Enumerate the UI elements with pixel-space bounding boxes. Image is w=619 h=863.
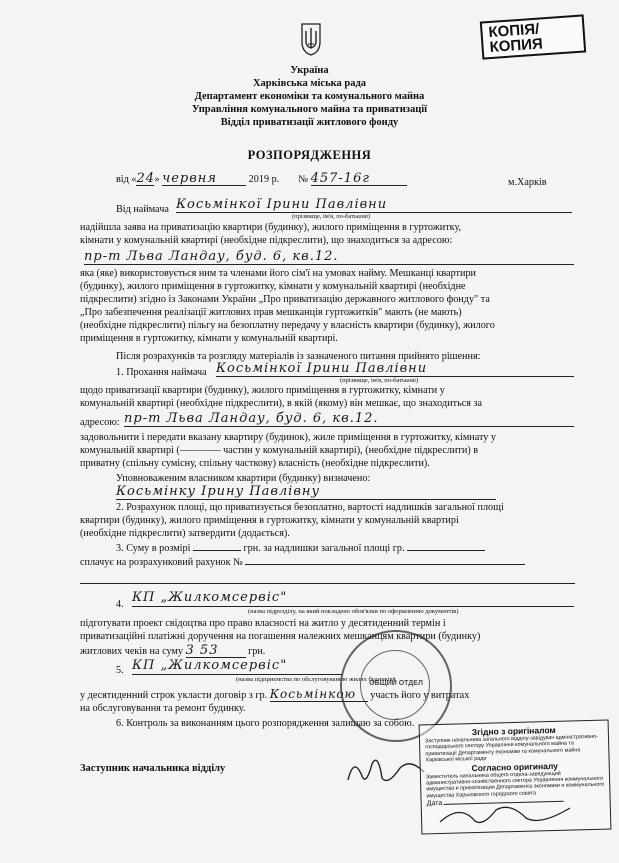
item2-line: квартири (будинку), жилого приміщення в гуртожитку, кімнати у комунальній квартирі <box>80 515 459 526</box>
item4-sum: 3 53 <box>186 644 246 658</box>
certify-body-ua: Заступник начальника загального відділу-завідувач адміністративно-господарського сектору Управління комунального майна та приватизації Департаменту економіки та комунального майна Харківської міської ради <box>424 733 599 764</box>
item3-account-label: сплачує на розрахунковий рахунок № <box>80 557 243 568</box>
document-title: РОЗПОРЯДЖЕННЯ <box>247 148 372 162</box>
trident-emblem <box>299 22 323 56</box>
item4-hint: (назва підрозділу, на який покладено обов'язки по оформленню документів) <box>248 608 459 615</box>
item4-body <box>80 617 575 643</box>
certify-body-ru: Заместитель начальника общего отдела-заведующий административно-хозяйственного сектора Управления коммунального имущества и приватизации Департамента экономики и коммунального имущества Харьковского городского совета <box>425 770 605 800</box>
para2-line: яка (яке) використовується ним та членами його сім'ї на умовах найму. Мешканці квартири <box>80 268 476 279</box>
item1-address: пр-т Льва Ландау, буд. 6, кв.12. <box>124 411 574 427</box>
item1-line: комунальній квартирі (———— частин у комунальній квартирі), (необхідне підкреслити) в <box>80 445 479 456</box>
item5-text2: участь його у витратах <box>370 690 470 701</box>
item5-line2: на обслуговування та ремонт будинку. <box>80 703 246 714</box>
date-no-label: № <box>298 174 309 185</box>
date-mid: » <box>154 174 160 185</box>
date-prefix: від « <box>116 174 137 185</box>
item1-name: Косьмінкої Ірини Павлівни <box>216 361 574 377</box>
item2 <box>80 501 575 540</box>
date-month: червня <box>162 172 246 186</box>
item4-sum-unit: грн. <box>248 646 266 657</box>
item3-sum-label: 3. Суму в розмірі <box>116 543 191 554</box>
address-handwritten: пр-т Льва Ландау, буд. 6, кв.12. <box>84 249 574 265</box>
item5-line1 <box>80 688 575 702</box>
item2-line: (необхідне підкреслити) затвердити (додається). <box>80 528 290 539</box>
certify-title-ua: Згідно з оригіналом <box>471 724 556 738</box>
item4-sum-line <box>80 644 380 658</box>
copy-stamp-line2: КОПИЯ <box>489 35 544 57</box>
date-line <box>116 172 536 188</box>
certify-title-ru: Согласно оригиналу <box>471 760 559 773</box>
header-country: Україна <box>290 65 329 76</box>
item1-line: щодо приватизації квартири (будинку), жилого приміщення в гуртожитку, кімнати у <box>80 385 445 396</box>
item1-body2 <box>80 431 575 470</box>
item3-account-blank <box>245 564 525 565</box>
header-block <box>0 64 619 129</box>
applicant-name: Косьмінкої Ірини Павлівни <box>176 197 572 213</box>
signature <box>340 750 430 790</box>
header-council: Харківська міська рада <box>252 78 367 89</box>
stamp-signature <box>430 800 580 830</box>
item5-name: Косьмінкою <box>270 688 368 702</box>
item2-line: 2. Розрахунок площі, що приватизується безоплатно, вартості надлишків загальної площі <box>116 502 504 513</box>
header-division: Відділ приватизації житлового фонду <box>220 117 399 128</box>
owner-name: Косьмінку Ірину Павлівну <box>116 484 496 500</box>
item4-org: КП „Жилкомсервіс" <box>132 590 574 607</box>
applicant-label: Від наймача <box>116 204 169 215</box>
item3-text: грн. за надлишки загальної площі гр. <box>243 543 405 554</box>
item3-line1 <box>116 542 576 555</box>
item1-address-label: адресою: <box>80 417 120 428</box>
signature-title: Заступник начальника відділу <box>80 763 226 774</box>
para1 <box>80 221 575 247</box>
item5-text: у десятиденний строк укласти договір з гр. <box>80 690 268 701</box>
item6: 6. Контроль за виконанням цього розпорядження залишаю за собою. <box>116 718 415 729</box>
item4-sum-label: житлових чеків на суму <box>80 646 183 657</box>
para2-line: приміщення в гуртожитку, кімнати у комунальній квартирі. <box>80 333 338 344</box>
seal-text: ОБЩИЙ ОТДЕЛ <box>369 680 423 687</box>
date-city: м.Харків <box>508 177 547 188</box>
item1-hint: (прізвище, ім'я, по-батькові) <box>340 377 419 384</box>
item1-line: задовольнити і передати вказану квартиру (будинок), жиле приміщення в гуртожитку, кімнату у <box>80 432 497 443</box>
certify-date-label: Дата <box>426 800 443 808</box>
item1-line: комунальній квартирі (необхідне підкреслити), в якій (якому) він мешкає, що знаходиться за <box>80 398 483 409</box>
item1-body <box>80 384 575 410</box>
item5-hint: (назва підприємства по обслуговуванню жилих будинків) <box>236 676 395 683</box>
blank-line <box>80 582 575 584</box>
item4-num: 4. <box>116 599 124 610</box>
copy-stamp <box>480 14 586 59</box>
para2-line: „Про забезпечення реалізації житлових прав мешканців гуртожитків" мають (не мають) <box>80 307 462 318</box>
applicant-hint: (прізвище, ім'я, по-батькові) <box>292 213 371 220</box>
para2-line: (необхідне підкреслити) пільгу на безоплатну передачу у власність квартири (будинку), жилого <box>80 320 495 331</box>
item5-org: КП „Жилкомсервіс" <box>132 658 342 675</box>
item4-line: приватизаційні платіжні доручення на погашення належних мешканцям квартири (будинку) <box>80 631 481 642</box>
item3-sum-blank <box>193 550 241 551</box>
para3: Після розрахунків та розгляду матеріалів із зазначеного питання прийнято рішення: <box>116 351 481 362</box>
item3-line2 <box>80 556 575 569</box>
item3-name-blank <box>407 550 485 551</box>
copy-stamp-line1: КОПІЯ/ <box>487 20 540 42</box>
para2-line: підкреслити) згідно із Законами України „Про приватизацію державного житлового фонду" та <box>80 294 490 305</box>
item5-num: 5. <box>116 665 124 676</box>
owner-label: Уповноваженим власником квартири (будинку) визначено: <box>116 473 371 484</box>
item4-line: підготувати проект свідоцтва про право власності на житло у десятиденний термін і <box>80 618 446 629</box>
item1-label: 1. Прохання наймача <box>116 367 207 378</box>
para2 <box>80 267 575 345</box>
item1-line: приватну (спільну сумісну, спільну часткову) власність (необхідне підкреслити). <box>80 458 430 469</box>
header-directorate: Управління комунального майна та приватизації <box>191 104 428 115</box>
para2-line: (будинку), жилого приміщення в гуртожитку, кімнати у комунальній квартирі (необхідне <box>80 281 466 292</box>
para1-line: надійшла заява на приватизацію квартири (будинку), жилого приміщення в гуртожитку, <box>80 222 462 233</box>
header-department: Департамент економіки та комунального майна <box>194 91 425 102</box>
para1-line: кімнати у комунальній квартирі (необхідне підкреслити), що знаходиться за адресою: <box>80 235 453 246</box>
order-number: 457-16г <box>311 172 407 186</box>
date-day: 24 <box>136 171 156 186</box>
date-year: 2019 р. <box>248 174 280 185</box>
